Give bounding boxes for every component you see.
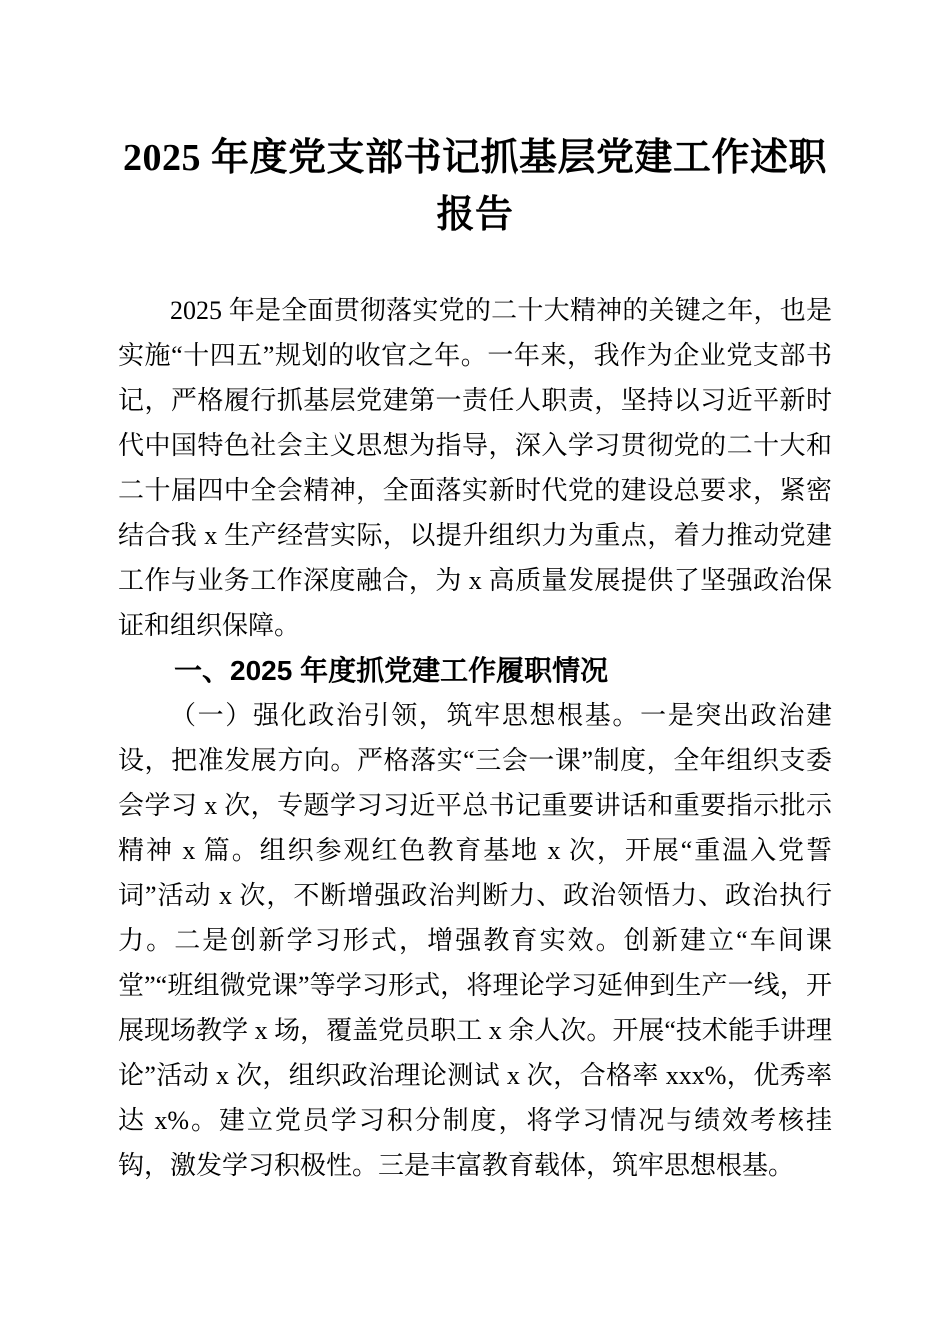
paragraph-section-1: （一）强化政治引领，筑牢思想根基。一是突出政治建设，把准发展方向。严格落实“三会一课”制度，全年组织支委会学习 x 次，专题学习习近平总书记重要讲话和重要指示批示精神 x 篇。组织参观红色教育基地 x 次，开展“重温入党誓词”活动 x 次，不断增强政治判断力、政治领悟力、政治执行力。二是创新学习形式，增强教育实效。创新建立“车间课堂”“班组微党课”等学习形式，将理论学习延伸到生产一线，开展现场教学 x 场，覆盖党员职工 x 余人次。开展“技术能手讲理论”活动 x 次，组织政治理论测试 x 次，合格率 xxx%，优秀率达 x%。建立党员学习积分制度，将学习情况与绩效考核挂钩，激发学习积极性。三是丰富教育载体，筑牢思想根基。 [118, 701, 832, 1180]
paragraph-intro: 2025 年是全面贯彻落实党的二十大精神的关键之年，也是实施“十四五”规划的收官之年。一年来，我作为企业党支部书记，严格履行抓基层党建第一责任人职责，坚持以习近平新时代中国特色社会主义思想为指导，深入学习贯彻党的二十大和二十届四中全会精神，全面落实新时代党的建设总要求，紧密结合我 x 生产经营实际，以提升组织力为重点，着力推动党建工作与业务工作深度融合，为 x 高质量发展提供了坚强政治保证和组织保障。 [118, 296, 832, 640]
section-heading-1: 一、2025 年度抓党建工作履职情况 [174, 655, 609, 686]
document-title: 2025 年度党支部书记抓基层党建工作述职报告 [122, 137, 827, 236]
